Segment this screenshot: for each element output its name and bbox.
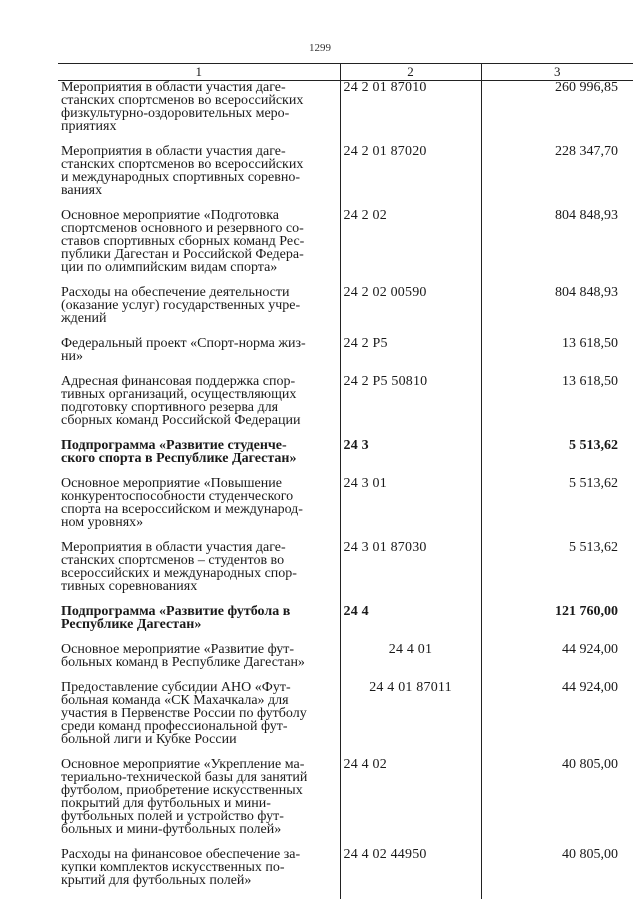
spacer-cell: [340, 887, 481, 899]
row-amount: 260 996,85: [555, 80, 618, 95]
table-row: [58, 375, 633, 427]
row-name: Подпрограмма «Развитие студенче- ского спорта в Республике Дагестан»: [58, 439, 340, 465]
row-amount: 40 805,00: [562, 757, 618, 772]
row-name: Основное мероприятие «Повышение конкурентоспособности студенческого спорта на всероссийском и международ- ном уровнях»: [58, 477, 340, 529]
row-code: 24 2 02: [340, 209, 481, 274]
row-name: Основное мероприятие «Развитие фут- больных команд в Республике Дагестан»: [58, 643, 340, 669]
row-name: Расходы на финансовое обеспечение за- купки комплектов искусственных по- крытий для футбольных полей»: [58, 848, 340, 887]
row-amount: 804 848,93: [555, 285, 618, 300]
row-amount: 13 618,50: [562, 336, 618, 351]
row-amount: 804 848,93: [555, 208, 618, 223]
row-code: 24 4 02: [340, 758, 481, 836]
row-amount: 40 805,00: [562, 847, 618, 862]
row-code: 24 4 02 44950: [340, 848, 481, 887]
row-code: 24 3: [340, 439, 481, 465]
table-row: [58, 643, 633, 669]
header-row: [58, 64, 633, 81]
column-header-1: 1: [58, 64, 340, 81]
table-row: [58, 477, 633, 529]
row-code: 24 4: [340, 605, 481, 631]
row-name: Мероприятия в области участия даге- станских спортсменов во всероссийских физкультурно-оздоровительных меро- приятиях: [58, 81, 340, 134]
spacer-cell: [58, 887, 340, 899]
row-amount: 5 513,62: [569, 540, 618, 555]
row-name: Адресная финансовая поддержка спор- тивных организаций, осуществляющих подготовку спортивного резерва для сборных команд Российской Федерации: [58, 375, 340, 427]
table-row: [58, 286, 633, 325]
column-header-2: 2: [340, 64, 481, 81]
subprogram-row: [58, 439, 633, 465]
row-amount: 121 760,00: [555, 604, 618, 619]
row-amount: 5 513,62: [569, 438, 618, 453]
table-body: [58, 81, 633, 900]
row-name: Федеральный проект «Спорт-норма жиз- ни»: [58, 337, 340, 363]
table-row: [58, 145, 633, 197]
table-row: [58, 681, 633, 746]
row-code: 24 2 02 00590: [340, 286, 481, 325]
row-name: Мероприятия в области участия даге- станских спортсменов – студентов во всероссийских и международных спор- тивных соревнованиях: [58, 541, 340, 593]
row-amount: 5 513,62: [569, 476, 618, 491]
page-number: 1299: [309, 42, 331, 54]
table-row: [58, 337, 633, 363]
row-code: 24 3 01: [340, 477, 481, 529]
row-amount: 228 347,70: [555, 144, 618, 159]
row-amount: 13 618,50: [562, 374, 618, 389]
subprogram-row: [58, 605, 633, 631]
row-name: Предоставление субсидии АНО «Фут- больная команда «СК Махачкала» для участия в Первенстве России по футболу среди команд профессиональной фут- больной лиги и Кубке России: [58, 681, 340, 746]
row-code: 24 3 01 87030: [340, 541, 481, 593]
table-row: [58, 209, 633, 274]
row-code: 24 2 P5 50810: [340, 375, 481, 427]
table-row: [58, 541, 633, 593]
spacer-cell: [481, 887, 633, 899]
table-row: [58, 758, 633, 836]
row-code: 24 2 01 87020: [340, 145, 481, 197]
row-code: 24 4 01: [340, 643, 481, 669]
row-amount: 44 924,00: [562, 680, 618, 695]
row-code: 24 2 01 87010: [340, 81, 481, 134]
row-amount: 44 924,00: [562, 642, 618, 657]
row-name: Основное мероприятие «Укрепление ма- териально-технической базы для занятий футболом, приобретение искусственных покрытий для футбольных и мини- футбольных полей и устройство фут- больных и мини-футбольных полей»: [58, 758, 340, 836]
row-spacer: [58, 887, 633, 899]
row-name: Мероприятия в области участия даге- станских спортсменов во всероссийских и международных спортивных соревно- ваниях: [58, 145, 340, 197]
row-name: Подпрограмма «Развитие футбола в Республике Дагестан»: [58, 605, 340, 631]
column-header-3: 3: [481, 64, 633, 81]
table-row: [58, 81, 633, 134]
row-name: Расходы на обеспечение деятельности (оказание услуг) государственных учре- ждений: [58, 286, 340, 325]
table-row: [58, 848, 633, 887]
budget-table: [58, 63, 633, 899]
row-name: Основное мероприятие «Подготовка спортсменов основного и резервного со- ставов спортивных сборных команд Рес- публики Дагестан и Российской Федера- ции по олимпийским видам спорта»: [58, 209, 340, 274]
row-code: 24 4 01 87011: [340, 681, 481, 746]
row-code: 24 2 P5: [340, 337, 481, 363]
